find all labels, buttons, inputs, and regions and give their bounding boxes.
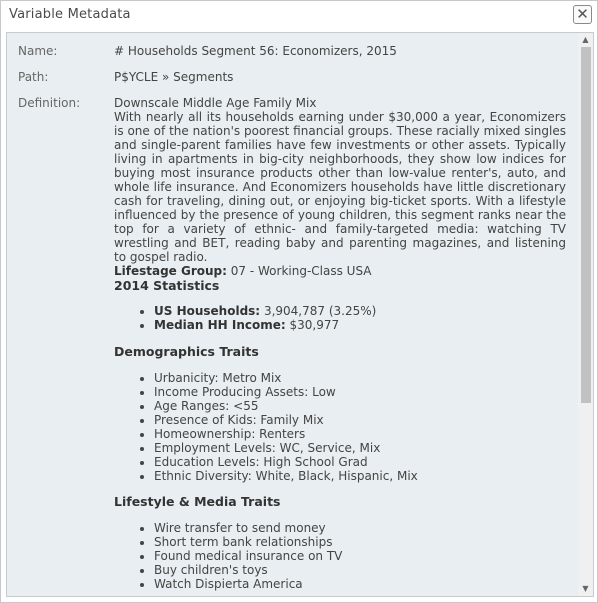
- list-item: • Buy children's toys: [154, 563, 566, 577]
- scrollbar-thumb[interactable]: [581, 47, 591, 403]
- lifestyle-heading: Lifestyle & Media Traits: [114, 494, 281, 509]
- stat-item-median-income: [154, 318, 566, 332]
- lifestage-label: Lifestage Group:: [114, 264, 227, 278]
- stat-label: Median HH Income:: [154, 318, 286, 332]
- list-item: • Education Levels: High School Grad: [154, 455, 566, 469]
- list-item: • Income Producing Assets: Low: [154, 385, 566, 399]
- dialog-titlebar[interactable]: [1, 1, 597, 29]
- list-item: • Wire transfer to send money: [154, 521, 566, 535]
- stat-value: 3,904,787 (3.25%): [263, 304, 377, 318]
- list-item: • Watch Dispierta America: [154, 577, 566, 591]
- demographics-heading: Demographics Traits: [114, 344, 259, 359]
- segment-description: With nearly all its households earning under $30,000 a year, Economizers is one of the nation's poorest financial groups. These racially mixed singles and single-parent families have few investments or other assets. Typically living in apartments in big-city neighborhoods, they show low indices for buying most insurance products other than low-value renter's, auto, and whole life insurance. And Economizers households have little discretionary cash for traveling, dining out, or enjoying big-ticket sports. With a lifestyle influenced by the presence of young children, this segment ranks near the top for a variety of ethnic- and family-targeted media: watching TV wrestling and BET, reading baby and parenting magazines, and listening to gospel radio.: [114, 110, 566, 264]
- segment-title: Downscale Middle Age Family Mix: [114, 96, 317, 110]
- path-label: Path:: [18, 70, 49, 84]
- demographics-block: [114, 344, 566, 483]
- scroll-down-arrow-icon[interactable]: ▼: [582, 584, 589, 593]
- name-label: Name:: [18, 44, 58, 58]
- dialog-title: Variable Metadata: [9, 7, 131, 22]
- metadata-content: [7, 33, 577, 596]
- list-item: • Employment Levels: WC, Service, Mix: [154, 441, 566, 455]
- stat-label: US Households:: [154, 304, 261, 318]
- list-item: • Urbanicity: Metro Mix: [154, 371, 566, 385]
- list-item: • Found medical insurance on TV: [154, 549, 566, 563]
- definition-value: [114, 96, 566, 278]
- list-item: • Homeownership: Renters: [154, 427, 566, 441]
- statistics-list: [114, 304, 566, 332]
- stat-item-us-households: [154, 304, 566, 318]
- definition-label: Definition:: [18, 96, 81, 110]
- vertical-scrollbar[interactable]: [578, 33, 593, 596]
- lifestage-value: 07 - Working-Class USA: [230, 264, 372, 278]
- name-value: # Households Segment 56: Economizers, 2015: [114, 44, 397, 58]
- list-item: • Presence of Kids: Family Mix: [154, 413, 566, 427]
- metadata-panel: [6, 32, 594, 597]
- statistics-block: [114, 278, 566, 332]
- list-item: • Short term bank relationships: [154, 535, 566, 549]
- lifestyle-list: [114, 521, 566, 591]
- demographics-list: [114, 371, 566, 483]
- list-item: • Age Ranges: <55: [154, 399, 566, 413]
- list-item: • Ethnic Diversity: White, Black, Hispanic, Mix: [154, 469, 566, 483]
- lifestage-line: [114, 264, 566, 278]
- statistics-heading: 2014 Statistics: [114, 278, 220, 293]
- close-icon: ✕: [576, 5, 589, 23]
- stat-value: $30,977: [289, 318, 340, 332]
- path-value: P$YCLE » Segments: [114, 70, 234, 84]
- lifestyle-block: [114, 494, 566, 591]
- close-button[interactable]: [573, 5, 592, 24]
- scroll-up-arrow-icon[interactable]: ▲: [582, 35, 589, 44]
